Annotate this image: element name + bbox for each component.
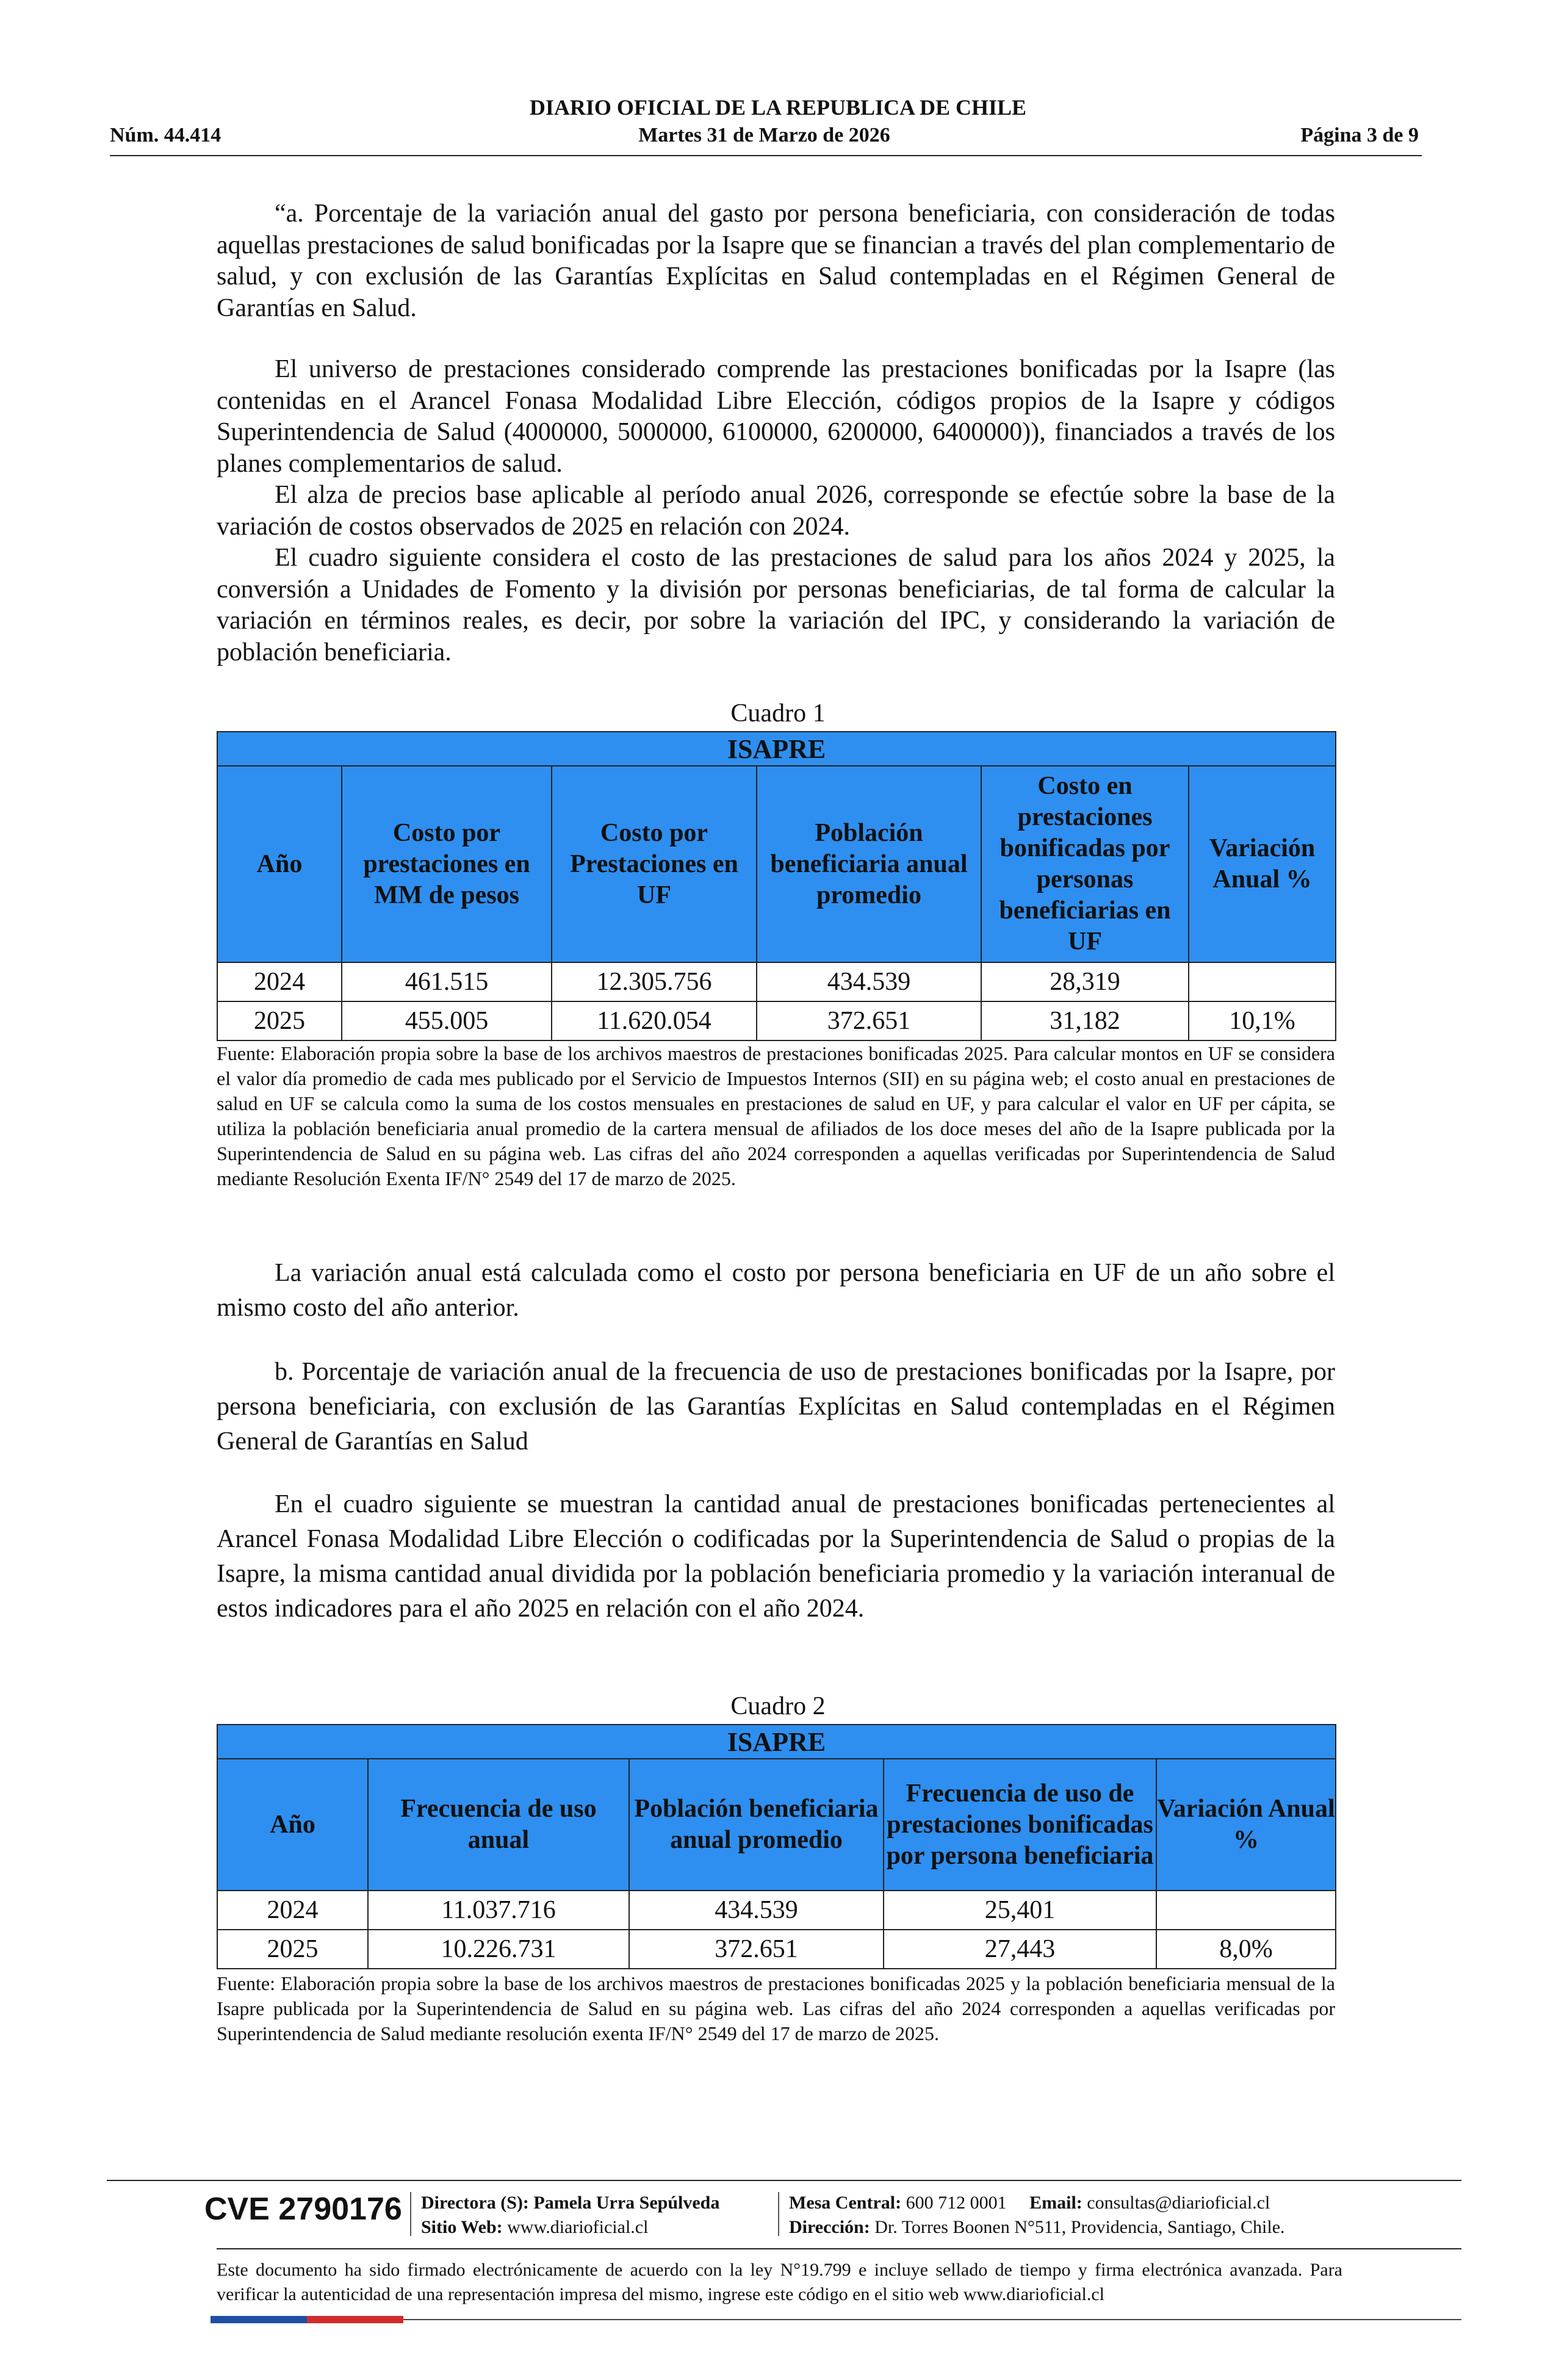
column-header: Población beneficiaria anual promedio	[757, 766, 981, 962]
header-divider	[110, 155, 1422, 156]
table-cell: 372.651	[757, 1001, 981, 1040]
footer-director-block	[421, 2191, 719, 2240]
table-cell: 2025	[217, 1930, 368, 1969]
column-header: Costo en prestaciones bonificadas por personas beneficiarias en UF	[981, 766, 1189, 962]
table-cell: 455.005	[342, 1001, 552, 1040]
flag-stripe-blue	[211, 2316, 307, 2323]
table-row	[217, 962, 1336, 1001]
column-header: Variación Anual %	[1189, 766, 1336, 962]
newspaper-title: DIARIO OFICIAL DE LA REPUBLICA DE CHILE	[529, 95, 1027, 120]
paragraph-text: La variación anual está calculada como el costo por persona beneficiaria en UF de un año sobre el mismo costo del año anterior.	[217, 1259, 1335, 1322]
table-cell: 12.305.756	[552, 962, 757, 1001]
site-link[interactable]: www.diarioficial.cl	[507, 2217, 649, 2237]
issue-date: Martes 31 de Marzo de 2026	[638, 124, 890, 146]
table-cell	[1156, 1891, 1336, 1930]
paragraph-text: El alza de precios base aplicable al período anual 2026, corresponde se efectúe sobre la base de la variación de costos observados de 2025 en relación con 2024.	[217, 481, 1335, 541]
column-header: Frecuencia de uso anual	[368, 1759, 629, 1891]
issue-number: Núm. 44.414	[110, 124, 222, 146]
address-label: Dirección:	[789, 2217, 870, 2237]
footer-separator	[778, 2192, 779, 2236]
footer-separator	[410, 2192, 411, 2236]
table2	[217, 1724, 1336, 1969]
footer-divider-middle	[217, 2248, 1461, 2249]
phone-label: Mesa Central:	[789, 2193, 902, 2213]
paragraph-b	[217, 1355, 1335, 1459]
table-cell: 2025	[217, 1001, 342, 1040]
table1	[217, 731, 1336, 1041]
table-cell: 372.651	[629, 1930, 884, 1969]
cve-code: CVE 2790176	[204, 2191, 402, 2227]
footer-legal-note: Este documento ha sido firmado electrónicamente de acuerdo con la ley N°19.799 e incluye sellado de tiempo y firma electrónica avanzada. Para verificar la autenticidad de una representación impresa del mismo, ingrese este código en el sitio web www.diarioficial.cl	[217, 2260, 1342, 2304]
paragraph-a	[217, 198, 1335, 324]
flag-stripe-red	[307, 2316, 403, 2323]
email-label: Email:	[1029, 2193, 1082, 2213]
table1-source-note: Fuente: Elaboración propia sobre la base de los archivos maestros de prestaciones bonificadas 2025. Para calcular montos en UF se considera el valor día promedio de cada mes publicado por el Servicio de Impuestos Internos (SII) en su página web; el costo anual en prestaciones de salud en UF se calcula como la suma de los costos mensuales en prestaciones de salud en UF, y para calcular el valor en UF per cápita, se utiliza la población beneficiaria anual promedio de la cartera mensual de afiliados de los doce meses del año de la Isapre publicada por la Superintendencia de Salud en su página web. Las cifras del año 2024 corresponden a aquellas verificadas por Superintendencia de Salud mediante Resolución Exenta IF/N° 2549 del 17 de marzo de 2025.	[217, 1042, 1335, 1189]
table-cell: 25,401	[884, 1891, 1156, 1930]
table-cell: 10.226.731	[368, 1930, 629, 1969]
table-cell: 434.539	[629, 1891, 884, 1930]
table2-source-note: Fuente: Elaboración propia sobre la base de los archivos maestros de prestaciones bonificadas 2025 y la población beneficiaria mensual de la Isapre publicada por la Superintendencia de Salud en su página web. Las cifras del año 2024 corresponden a aquellas verificadas por Superintendencia de Salud mediante resolución exenta IF/N° 2549 del 17 de marzo de 2025.	[217, 1972, 1335, 2044]
column-header: Año	[217, 1759, 368, 1891]
paragraph-text: El universo de prestaciones considerado comprende las prestaciones bonificadas por la Isapre (las contenidas en el Arancel Fonasa Modalidad Libre Elección, códigos propios de la Isapre y códigos Superintendencia de Salud (4000000, 5000000, 6100000, 6200000, 6400000)), financiados a través de los planes complementarios de salud.	[217, 355, 1335, 478]
table-cell: 11.620.054	[552, 1001, 757, 1040]
table-row	[217, 1930, 1336, 1969]
table-cell: 27,443	[884, 1930, 1156, 1969]
table-cell: 434.539	[757, 962, 981, 1001]
footer-contact-block	[789, 2191, 1285, 2240]
table-cell: 2024	[217, 1891, 368, 1930]
table-row	[217, 1891, 1336, 1930]
table-cell: 11.037.716	[368, 1891, 629, 1930]
paragraph-variacion	[217, 1256, 1335, 1325]
column-header: Año	[217, 766, 342, 962]
email-link[interactable]: consultas@diarioficial.cl	[1087, 2193, 1270, 2213]
table2-group-header: ISAPRE	[217, 1725, 1336, 1759]
column-header: Población beneficiaria anual promedio	[629, 1759, 884, 1891]
table1-group-header: ISAPRE	[217, 732, 1336, 766]
paragraph-text: El cuadro siguiente considera el costo de las prestaciones de salud para los años 2024 y 2025, la conversión a Unidades de Fomento y la división por personas beneficiarias, de tal forma de calcular la variación en términos reales, es decir, por sobre la variación del IPC, y considerando la variación de población beneficiaria.	[217, 544, 1335, 666]
paragraph-group-1	[217, 354, 1335, 668]
site-label: Sitio Web:	[421, 2217, 503, 2237]
column-header: Costo por prestaciones en MM de pesos	[342, 766, 552, 962]
table-cell: 2024	[217, 962, 342, 1001]
table-cell: 31,182	[981, 1001, 1189, 1040]
table-row	[217, 1001, 1336, 1040]
address-value: Dr. Torres Boonen N°511, Providencia, Santiago, Chile.	[874, 2217, 1285, 2237]
table-cell: 461.515	[342, 962, 552, 1001]
director-name: Pamela Urra Sepúlveda	[533, 2193, 720, 2213]
table-cell: 8,0%	[1156, 1930, 1336, 1969]
table-cell	[1189, 962, 1336, 1001]
paragraph-text: b. Porcentaje de variación anual de la frecuencia de uso de prestaciones bonificadas por la Isapre, por persona beneficiaria, con exclusión de las Garantías Explícitas en Salud contempladas en el Régimen General de Garantías en Salud	[217, 1358, 1335, 1455]
column-header: Variación Anual %	[1156, 1759, 1336, 1891]
paragraph-text: “a. Porcentaje de la variación anual del gasto por persona beneficiaria, con consideración de todas aquellas prestaciones de salud bonificadas por la Isapre que se financian a través del plan complementario de salud, y con exclusión de las Garantías Explícitas en Salud contempladas en el Régimen General de Garantías en Salud.	[217, 200, 1335, 322]
column-header: Costo por Prestaciones en UF	[552, 766, 757, 962]
phone-value: 600 712 0001	[906, 2193, 1007, 2213]
page-number: Página 3 de 9	[1300, 124, 1419, 146]
director-label: Directora (S):	[421, 2193, 529, 2213]
paragraph-text: En el cuadro siguiente se muestran la cantidad anual de prestaciones bonificadas pertenecientes al Arancel Fonasa Modalidad Libre Elección o codificadas por la Superintendencia de Salud o propias de la Isapre, la misma cantidad anual dividida por la población beneficiaria promedio y la variación interanual de estos indicadores para el año 2025 en relación con el año 2024.	[217, 1490, 1335, 1623]
paragraph-cuadro2-intro	[217, 1487, 1335, 1626]
footer-divider-top	[107, 2180, 1461, 2181]
column-header: Frecuencia de uso de prestaciones bonificadas por persona beneficiaria	[884, 1759, 1156, 1891]
table-cell: 10,1%	[1189, 1001, 1336, 1040]
table2-caption: Cuadro 2	[730, 1692, 826, 1720]
table-cell: 28,319	[981, 962, 1189, 1001]
table1-caption: Cuadro 1	[730, 699, 826, 727]
